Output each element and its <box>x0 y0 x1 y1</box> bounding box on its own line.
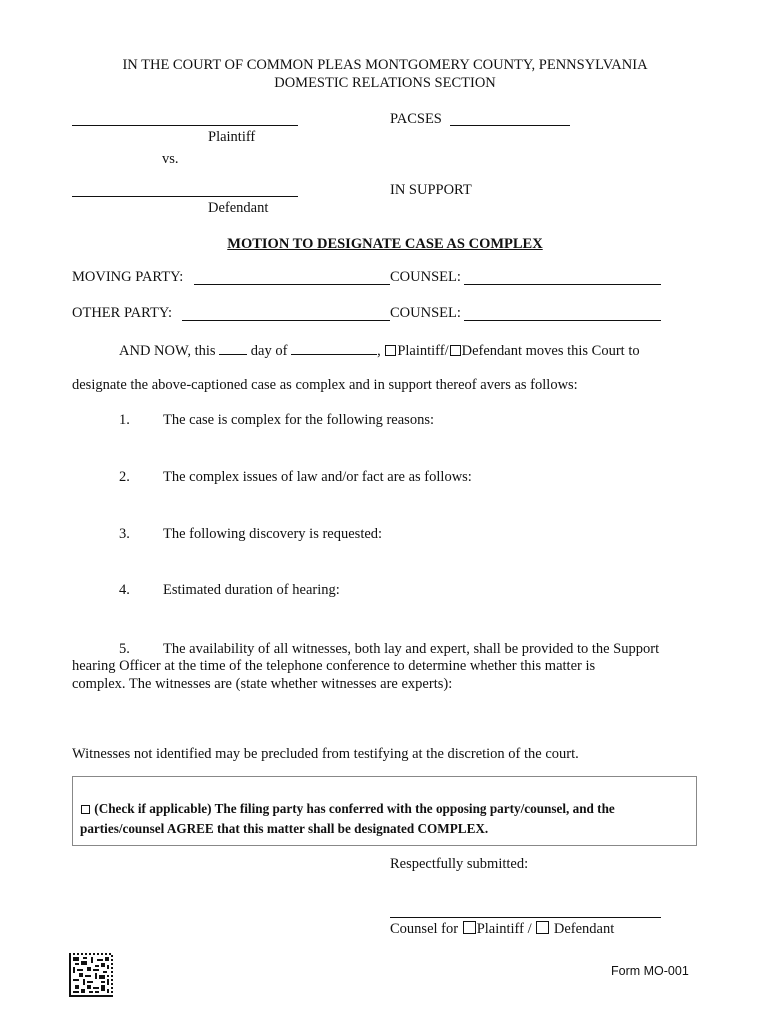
item-5-number: 5. <box>119 641 130 657</box>
moving-party-line[interactable] <box>194 284 390 285</box>
item-5-line-1: The availability of all witnesses, both lay and expert, shall be provided to the Support <box>163 641 660 657</box>
intro-continuation: designate the above-captioned case as complex and in support thereof avers as follows: <box>72 377 578 393</box>
plaintiff-option-text: Plaintiff/ <box>397 343 449 359</box>
pacses-number-line[interactable] <box>450 125 570 126</box>
respectfully-submitted: Respectfully submitted: <box>390 856 529 872</box>
in-support-label: IN SUPPORT <box>390 182 472 198</box>
comma-text: , <box>377 343 381 359</box>
and-now-text: AND NOW, this <box>119 343 216 359</box>
item-5-line-3: complex. The witnesses are (state whether witnesses are experts): <box>72 676 453 692</box>
motion-title: MOTION TO DESIGNATE CASE AS COMPLEX <box>227 236 543 252</box>
other-counsel-line[interactable] <box>464 320 661 321</box>
counsel-defendant-text: Defendant <box>553 921 615 937</box>
other-counsel-label: COUNSEL: <box>390 305 461 321</box>
defendant-name-line[interactable] <box>72 196 298 197</box>
intro-line <box>119 341 640 360</box>
item-4-number: 4. <box>119 582 130 598</box>
moving-counsel-label: COUNSEL: <box>390 269 461 285</box>
item-2-number: 2. <box>119 469 130 485</box>
witness-notice: Witnesses not identified may be precluded from testifying at the discretion of the court. <box>72 746 579 762</box>
moving-counsel-line[interactable] <box>464 284 661 285</box>
agreement-box <box>72 776 697 846</box>
defendant-checkbox[interactable] <box>450 345 461 356</box>
counsel-for-text: Counsel for <box>390 921 459 937</box>
day-of-text: day of <box>250 343 288 359</box>
item-3-number: 3. <box>119 526 130 542</box>
counsel-signature-line[interactable] <box>390 917 661 918</box>
form-number: Form MO-001 <box>611 964 689 978</box>
counsel-for-line <box>390 921 614 938</box>
plaintiff-name-line[interactable] <box>72 125 298 126</box>
month-blank[interactable] <box>291 341 377 355</box>
agreement-line-1: (Check if applicable) The filing party has conferred with the opposing party/counsel, and the <box>94 801 615 816</box>
court-heading: IN THE COURT OF COMMON PLEAS MONTGOMERY COUNTY, PENNSYLVANIA <box>122 57 648 73</box>
agreement-text <box>80 799 615 839</box>
item-2-text: The complex issues of law and/or fact are as follows: <box>163 469 472 485</box>
pacses-label: PACSES <box>390 111 442 127</box>
counsel-plaintiff-checkbox[interactable] <box>463 921 476 934</box>
section-heading: DOMESTIC RELATIONS SECTION <box>274 75 496 91</box>
other-party-line[interactable] <box>182 320 390 321</box>
versus-label: vs. <box>162 151 179 167</box>
agreement-line-2: parties/counsel AGREE that this matter shall be designated COMPLEX. <box>80 821 489 836</box>
agree-complex-checkbox[interactable] <box>81 805 90 814</box>
day-blank[interactable] <box>219 341 247 355</box>
other-party-label: OTHER PARTY: <box>72 305 172 321</box>
counsel-defendant-checkbox[interactable] <box>536 921 549 934</box>
counsel-plaintiff-text: Plaintiff / <box>476 921 532 937</box>
item-1-text: The case is complex for the following reasons: <box>163 412 434 428</box>
moving-party-label: MOVING PARTY: <box>72 269 184 285</box>
defendant-option-text: Defendant moves this Court to <box>461 343 640 359</box>
plaintiff-checkbox[interactable] <box>385 345 396 356</box>
item-3-text: The following discovery is requested: <box>163 526 383 542</box>
item-4-text: Estimated duration of hearing: <box>163 582 340 598</box>
datamatrix-barcode-icon <box>69 953 113 997</box>
item-1-number: 1. <box>119 412 130 428</box>
plaintiff-label: Plaintiff <box>208 129 256 145</box>
item-5-line-2: hearing Officer at the time of the telephone conference to determine whether this matter is <box>72 658 596 674</box>
defendant-label: Defendant <box>208 200 269 216</box>
